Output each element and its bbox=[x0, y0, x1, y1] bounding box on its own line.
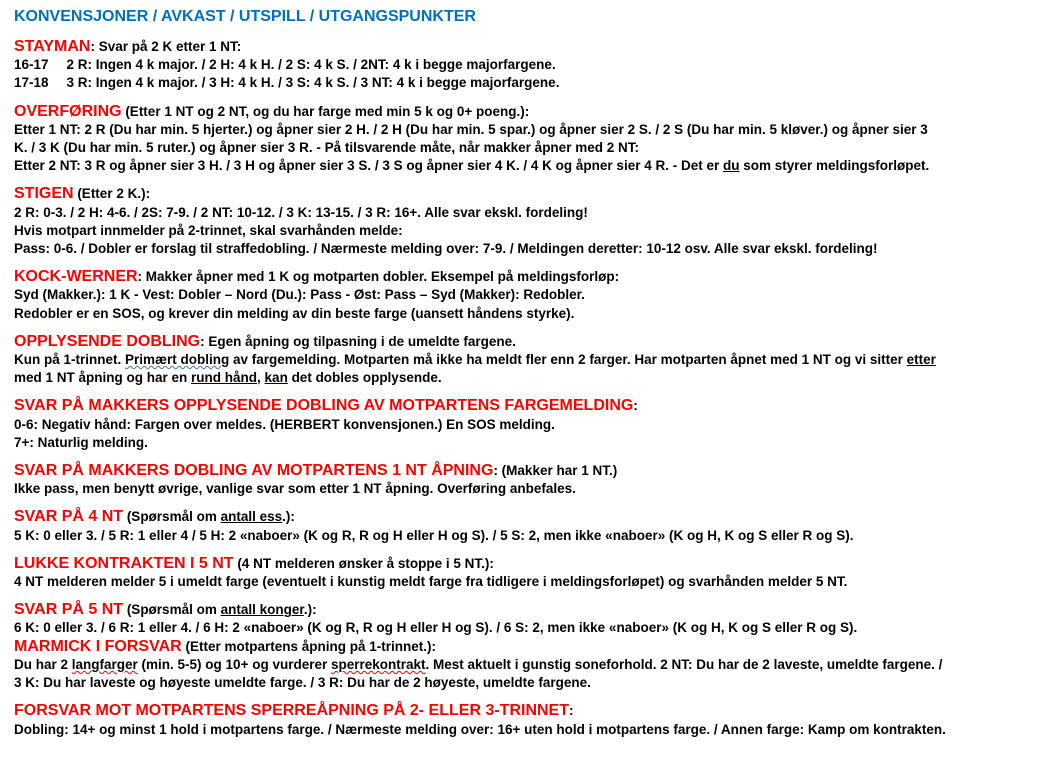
underlined-text: Primært dobling bbox=[125, 352, 230, 368]
section-text: Dobling: 14+ og minst 1 hold i motpartens farge. / Nærmeste melding over: 16+ uten hold i motpartens farge. / Annen farge: Kamp om kontrakten. bbox=[14, 721, 946, 737]
section-text: Du har 2 bbox=[14, 656, 72, 672]
section-text: 2 R: Ingen 4 k major. / 2 H: 4 k H. / 2 S: 4 k S. / 2NT: 4 k i begge majorfargene. bbox=[66, 57, 556, 73]
section-heading: OVERFØRING bbox=[14, 102, 122, 120]
section-subheading: (4 NT melderen ønsker å stoppe i 5 NT.): bbox=[233, 555, 494, 571]
underlined-text: rund hånd bbox=[191, 370, 258, 386]
section-lukke-kontrakten bbox=[14, 555, 1035, 591]
section-heading: SVAR PÅ MAKKERS OPPLYSENDE DOBLING AV MOTPARTENS FARGEMELDING bbox=[14, 397, 634, 415]
underlined-text: etter bbox=[906, 352, 936, 368]
section-text: Hvis motpart innmelder på 2-trinnet, skal svarhånden melde: bbox=[14, 222, 403, 238]
section-svar-opplysende bbox=[14, 397, 1035, 452]
section-text: av fargemelding. Motparten må ikke ha meldt fler enn 2 farger. Har motparten åpnet med 1 NT og vi sitter bbox=[229, 352, 907, 368]
section-stigen bbox=[14, 185, 1035, 258]
section-subheading: .): bbox=[303, 602, 317, 618]
section-heading: STAYMAN bbox=[14, 38, 91, 55]
section-text: K. / 3 K (Du har min. 5 ruter.) og åpner sier 3 R. - På tilsvarende måte, når makker åpner med 2 NT: bbox=[14, 140, 639, 156]
section-text: Pass: 0-6. / Dobler er forslag til straffedobling. / Nærmeste melding over: 7-9. / Meldingen deretter: 10-12 osv. Alle svar ekskl. fordeling! bbox=[14, 241, 878, 257]
section-subheading: (Spørsmål om bbox=[123, 602, 221, 618]
section-subheading: (Etter 1 NT og 2 NT, og du har farge med min 5 k og 0+ poeng.): bbox=[121, 103, 530, 119]
section-text: Etter 1 NT: 2 R (Du har min. 5 hjerter.) og åpner sier 2 H. / 2 H (Du har min. 5 spar.) og åpner sier 2 S. / 2 S (Du har min. 5 kløver.) og åpner sier 3 bbox=[14, 121, 928, 137]
section-text: Kun på 1-trinnet. bbox=[14, 352, 125, 368]
section-text: , bbox=[257, 370, 265, 386]
section-heading: SVAR PÅ MAKKERS DOBLING AV MOTPARTENS 1 NT ÅPNING bbox=[14, 462, 494, 480]
section-text: Syd (Makker.): 1 K - Vest: Dobler – Nord (Du.): Pass - Øst: Pass – Syd (Makker): Redobler. bbox=[14, 287, 585, 303]
section-text: det dobles opplysende. bbox=[287, 370, 442, 386]
section-heading: MARMICK I FORSVAR bbox=[14, 637, 182, 655]
section-text: 4 NT melderen melder 5 i umeldt farge (eventuelt i kunstig meldt farge fra tidligere i meldingsforløpet) og svarhånden melder 5 NT. bbox=[14, 574, 848, 590]
section-text: Redobler er en SOS, og krever din melding av din beste farge (uansett håndens styrke). bbox=[14, 305, 575, 321]
range-label: 17-18 bbox=[14, 75, 49, 91]
section-subheading: (Etter 2 K.): bbox=[73, 186, 151, 202]
section-text: med 1 NT åpning og har en bbox=[14, 370, 192, 386]
section-subheading: (Etter motpartens åpning på 1-trinnet.): bbox=[181, 638, 436, 654]
section-stayman bbox=[14, 38, 1035, 93]
section-text: 7+: Naturlig melding. bbox=[14, 434, 148, 450]
section-subheading: : bbox=[569, 703, 574, 719]
range-label: 16-17 bbox=[14, 57, 49, 73]
section-text: (min. 5-5) og 10+ og vurderer bbox=[137, 656, 331, 672]
spellcheck-text: sperrekontrakt bbox=[330, 656, 426, 672]
underlined-text: antall ess bbox=[220, 509, 283, 525]
section-text: Etter 2 NT: 3 R og åpner sier 3 H. / 3 H og åpner sier 3 S. / 3 S og åpner sier 4 K. / 4 K og åpner sier 4 R. - Det er bbox=[14, 158, 723, 174]
section-subheading: .): bbox=[282, 509, 295, 525]
section-overforing bbox=[14, 103, 1035, 176]
section-heading: KOCK-WERNER bbox=[14, 268, 138, 286]
section-marmick bbox=[14, 638, 1035, 693]
underlined-text: du bbox=[722, 158, 740, 174]
section-subheading: (Spørsmål om bbox=[123, 509, 221, 525]
page-title: KONVENSJONER / AVKAST / UTSPILL / UTGANGSPUNKTER bbox=[14, 8, 476, 25]
section-text: 2 R: 0-3. / 2 H: 4-6. / 2S: 7-9. / 2 NT: 10-12. / 3 K: 13-15. / 3 R: 16+. Alle svar ekskl. fordeling! bbox=[14, 204, 588, 220]
section-text: 3 K: Du har laveste og høyeste umeldte farge. / 3 R: Du har de 2 høyeste, umeldte fargene. bbox=[14, 675, 591, 691]
spellcheck-text: langfarger bbox=[71, 656, 138, 672]
section-subheading: : Egen åpning og tilpasning i de umeldte fargene. bbox=[200, 333, 516, 349]
section-kock-werner bbox=[14, 268, 1035, 323]
section-svar-1nt bbox=[14, 462, 1035, 498]
section-subheading: : bbox=[633, 398, 638, 414]
section-heading: STIGEN bbox=[14, 185, 74, 203]
underlined-text: antall konger bbox=[220, 602, 304, 618]
section-text: som styrer meldingsforløpet. bbox=[739, 158, 930, 174]
section-svar-4nt bbox=[14, 508, 1035, 544]
section-heading: SVAR PÅ 4 NT bbox=[14, 508, 124, 526]
section-text: 3 R: Ingen 4 k major. / 3 H: 4 k H. / 3 S: 4 k S. / 3 NT: 4 k i begge majorfargene. bbox=[66, 75, 560, 91]
section-subheading: : Svar på 2 K etter 1 NT: bbox=[90, 39, 242, 54]
section-subheading: : Makker åpner med 1 K og motparten dobler. Eksempel på meldingsforløp: bbox=[137, 269, 620, 285]
section-heading: LUKKE KONTRAKTEN I 5 NT bbox=[14, 554, 234, 572]
underlined-text: kan bbox=[264, 370, 288, 386]
section-opplysende-dobling bbox=[14, 333, 1035, 388]
section-svar-5nt bbox=[14, 601, 1035, 637]
section-heading: FORSVAR MOT MOTPARTENS SPERREÅPNING PÅ 2- ELLER 3-TRINNET bbox=[14, 702, 569, 720]
section-text: . Mest aktuelt i gunstig soneforhold. 2 NT: Du har de 2 laveste, umeldte fargene. / bbox=[425, 656, 943, 672]
section-text: 5 K: 0 eller 3. / 5 R: 1 eller 4 / 5 H: 2 «naboer» (K og R, R og H eller H og S). / 5 S: 2, men ikke «naboer» (K og H, K og S eller R og S). bbox=[14, 527, 854, 543]
section-forsvar-sperre bbox=[14, 702, 1035, 738]
section-text: 0-6: Negativ hånd: Fargen over meldes. (HERBERT konvensjonen.) En SOS melding. bbox=[14, 416, 555, 432]
section-heading: SVAR PÅ 5 NT bbox=[14, 601, 124, 619]
section-text: 6 K: 0 eller 3. / 6 R: 1 eller 4. / 6 H: 2 «naboer» (K og R, R og H eller H og S). / 6 S: 2, men ikke «naboer» (K og H, K og S eller R og S). bbox=[14, 620, 858, 636]
section-text: Ikke pass, men benytt øvrige, vanlige svar som etter 1 NT åpning. Overføring anbefales. bbox=[14, 481, 576, 497]
section-subheading: : (Makker har 1 NT.) bbox=[493, 463, 618, 479]
section-heading: OPPLYSENDE DOBLING bbox=[14, 332, 201, 350]
